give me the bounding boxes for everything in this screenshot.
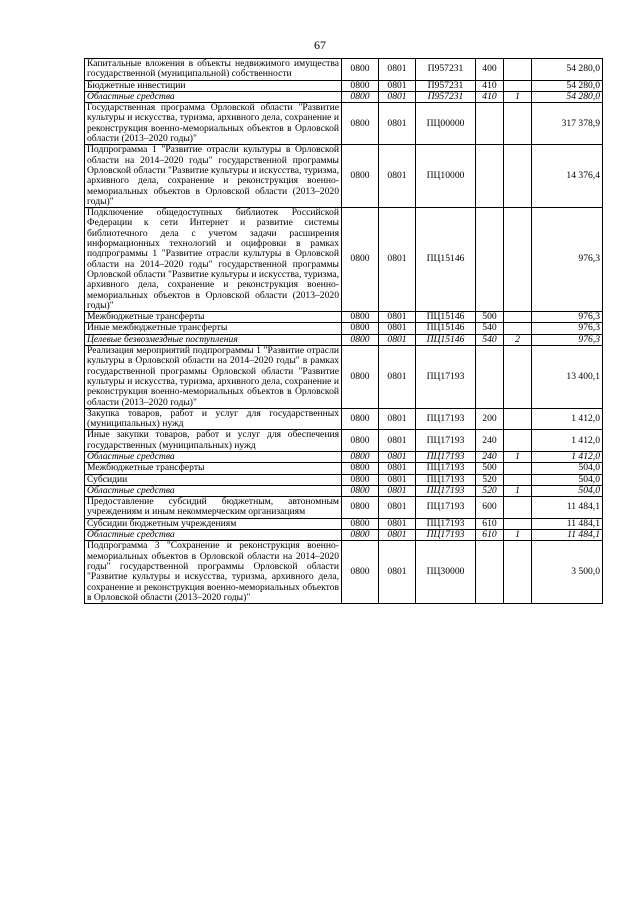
row-subsection-code: 0801 <box>379 59 416 81</box>
row-expense-type-code: 610 <box>476 518 504 529</box>
row-amount: 504,0 <box>532 463 603 474</box>
row-name: Областные средства <box>85 530 342 541</box>
row-amount: 976,3 <box>532 312 603 323</box>
table-row <box>85 91 603 102</box>
row-funding-source-code <box>504 430 532 452</box>
row-name: Субсидии <box>85 474 342 485</box>
row-funding-source-code <box>504 463 532 474</box>
row-target-article-code: П957231 <box>416 91 476 102</box>
row-expense-type-code: 500 <box>476 312 504 323</box>
row-funding-source-code <box>504 474 532 485</box>
row-target-article-code: ПЦ17193 <box>416 451 476 462</box>
row-amount: 1 412,0 <box>532 430 603 452</box>
row-target-article-code: ПЦ00000 <box>416 103 476 145</box>
table-row <box>85 451 603 462</box>
table-row <box>85 541 603 604</box>
row-expense-type-code: 540 <box>476 323 504 334</box>
row-expense-type-code <box>476 145 504 208</box>
row-subsection-code: 0801 <box>379 541 416 604</box>
table-row <box>85 518 603 529</box>
row-name: Субсидии бюджетным учреждениям <box>85 518 342 529</box>
table-row <box>85 59 603 81</box>
row-funding-source-code <box>504 323 532 334</box>
row-subsection-code: 0801 <box>379 80 416 91</box>
row-subsection-code: 0801 <box>379 91 416 102</box>
row-section-code: 0800 <box>342 518 379 529</box>
row-name: Государственная программа Орловской области "Развитие культуры и искусства, туризма, архивного дела, сохранение и реконструкция военно-мемориальных объектов в Орловской области (2013–2020 годы)" <box>85 103 342 145</box>
row-subsection-code: 0801 <box>379 145 416 208</box>
row-subsection-code: 0801 <box>379 103 416 145</box>
row-funding-source-code: 1 <box>504 451 532 462</box>
row-name: Иные межбюджетные трансферты <box>85 323 342 334</box>
row-target-article-code: ПЦ17193 <box>416 408 476 430</box>
row-funding-source-code <box>504 346 532 409</box>
row-target-article-code: ПЦ17193 <box>416 430 476 452</box>
row-target-article-code: ПЦ17193 <box>416 485 476 496</box>
row-funding-source-code <box>504 145 532 208</box>
table-row <box>85 463 603 474</box>
row-section-code: 0800 <box>342 91 379 102</box>
row-amount: 3 500,0 <box>532 541 603 604</box>
row-name: Подключение общедоступных библиотек Российской Федерации к сети Интернет и развитие системы библиотечного дела с учетом задачи расширения информационных технологий и оцифровки в рамках подпрограммы 1 "Развитие отрасли культуры в Орловской области на 2014–2020 годы" государственной программы Орловской области "Развитие культуры и искусства, туризма, архивного дела, сохранение и реконструкция военно-мемориальных объектов в Орловской области (2013–2020 годы)" <box>85 208 342 312</box>
row-section-code: 0800 <box>342 59 379 81</box>
row-target-article-code: ПЦ17193 <box>416 474 476 485</box>
row-expense-type-code: 540 <box>476 334 504 345</box>
row-expense-type-code: 600 <box>476 497 504 519</box>
row-subsection-code: 0801 <box>379 474 416 485</box>
row-name: Межбюджетные трансферты <box>85 312 342 323</box>
row-amount: 13 400,1 <box>532 346 603 409</box>
row-amount: 11 484,1 <box>532 497 603 519</box>
row-name: Подпрограмма 1 "Развитие отрасли культуры в Орловской области на 2014–2020 годы" государственной программы Орловской области "Развитие культуры и искусства, туризма, архивного дела, сохранение и реконструкция военно-мемориальных объектов в Орловской области (2013–2020 годы)" <box>85 145 342 208</box>
row-section-code: 0800 <box>342 408 379 430</box>
row-amount: 976,3 <box>532 334 603 345</box>
row-subsection-code: 0801 <box>379 346 416 409</box>
row-funding-source-code: 1 <box>504 485 532 496</box>
row-name: Областные средства <box>85 91 342 102</box>
row-amount: 1 412,0 <box>532 451 603 462</box>
row-section-code: 0800 <box>342 80 379 91</box>
row-expense-type-code: 520 <box>476 485 504 496</box>
row-expense-type-code: 240 <box>476 451 504 462</box>
row-expense-type-code: 240 <box>476 430 504 452</box>
row-name: Подпрограмма 3 "Сохранение и реконструкция военно-мемориальных объектов в Орловской области на 2014–2020 годы" государственной программы Орловской области "Развитие культуры и искусства, туризма, архивного дела, сохранение и реконструкция военно-мемориальных объектов в Орловской области (2013–2020 годы)" <box>85 541 342 604</box>
row-amount: 54 280,0 <box>532 80 603 91</box>
row-funding-source-code <box>504 518 532 529</box>
row-amount: 504,0 <box>532 485 603 496</box>
row-expense-type-code <box>476 346 504 409</box>
table-row <box>85 408 603 430</box>
row-funding-source-code: 2 <box>504 334 532 345</box>
row-section-code: 0800 <box>342 323 379 334</box>
row-subsection-code: 0801 <box>379 530 416 541</box>
row-section-code: 0800 <box>342 463 379 474</box>
row-target-article-code: ПЦ15146 <box>416 312 476 323</box>
row-target-article-code: ПЦ17193 <box>416 463 476 474</box>
table-row <box>85 208 603 312</box>
row-section-code: 0800 <box>342 208 379 312</box>
row-expense-type-code: 410 <box>476 80 504 91</box>
row-target-article-code: ПЦ17193 <box>416 518 476 529</box>
row-amount: 976,3 <box>532 208 603 312</box>
page-number: 67 <box>314 38 326 52</box>
row-subsection-code: 0801 <box>379 334 416 345</box>
row-subsection-code: 0801 <box>379 208 416 312</box>
row-subsection-code: 0801 <box>379 323 416 334</box>
row-subsection-code: 0801 <box>379 430 416 452</box>
row-subsection-code: 0801 <box>379 497 416 519</box>
row-funding-source-code <box>504 103 532 145</box>
row-name: Капитальные вложения в объекты недвижимого имущества государственной (муниципальной) собственности <box>85 59 342 81</box>
row-subsection-code: 0801 <box>379 518 416 529</box>
row-funding-source-code: 1 <box>504 91 532 102</box>
row-expense-type-code: 410 <box>476 91 504 102</box>
row-expense-type-code: 610 <box>476 530 504 541</box>
row-name: Целевые безвозмездные поступления <box>85 334 342 345</box>
row-name: Межбюджетные трансферты <box>85 463 342 474</box>
row-section-code: 0800 <box>342 541 379 604</box>
table-row <box>85 103 603 145</box>
row-funding-source-code <box>504 497 532 519</box>
row-section-code: 0800 <box>342 334 379 345</box>
row-funding-source-code <box>504 541 532 604</box>
row-target-article-code: ПЦ10000 <box>416 145 476 208</box>
row-expense-type-code: 200 <box>476 408 504 430</box>
row-section-code: 0800 <box>342 103 379 145</box>
row-section-code: 0800 <box>342 312 379 323</box>
table-row <box>85 334 603 345</box>
table-row <box>85 430 603 452</box>
row-target-article-code: ПЦ15146 <box>416 208 476 312</box>
row-section-code: 0800 <box>342 530 379 541</box>
row-expense-type-code: 400 <box>476 59 504 81</box>
row-expense-type-code: 500 <box>476 463 504 474</box>
table-row <box>85 312 603 323</box>
row-expense-type-code <box>476 208 504 312</box>
row-name: Областные средства <box>85 485 342 496</box>
row-section-code: 0800 <box>342 474 379 485</box>
row-amount: 317 378,9 <box>532 103 603 145</box>
row-target-article-code: П957231 <box>416 59 476 81</box>
row-subsection-code: 0801 <box>379 451 416 462</box>
row-target-article-code: ПЦ30000 <box>416 541 476 604</box>
row-subsection-code: 0801 <box>379 408 416 430</box>
row-funding-source-code: 1 <box>504 530 532 541</box>
row-subsection-code: 0801 <box>379 485 416 496</box>
row-amount: 54 280,0 <box>532 91 603 102</box>
row-amount: 54 280,0 <box>532 59 603 81</box>
table-row <box>85 323 603 334</box>
table-row <box>85 145 603 208</box>
row-amount: 1 412,0 <box>532 408 603 430</box>
row-target-article-code: ПЦ15146 <box>416 323 476 334</box>
table-row <box>85 474 603 485</box>
row-subsection-code: 0801 <box>379 463 416 474</box>
row-target-article-code: ПЦ17193 <box>416 530 476 541</box>
row-name: Реализация мероприятий подпрограммы 1 "Развитие отрасли культуры в Орловской области на 2014–2020 годы" в рамках государственной программы Орловской области "Развитие культуры и искусства, туризма, архивного дела, сохранение и реконструкция военно-мемориальных объектов в Орловской области (2013–2020 годы)" <box>85 346 342 409</box>
row-expense-type-code <box>476 541 504 604</box>
row-name: Предоставление субсидий бюджетным, автономным учреждениям и иным некоммерческим организациям <box>85 497 342 519</box>
row-target-article-code: ПЦ17193 <box>416 346 476 409</box>
row-amount: 504,0 <box>532 474 603 485</box>
row-funding-source-code <box>504 208 532 312</box>
row-target-article-code: ПЦ17193 <box>416 497 476 519</box>
row-name: Иные закупки товаров, работ и услуг для обеспечения государственных (муниципальных) нужд <box>85 430 342 452</box>
row-amount: 11 484,1 <box>532 530 603 541</box>
budget-table-body <box>85 59 603 604</box>
row-expense-type-code: 520 <box>476 474 504 485</box>
row-name: Областные средства <box>85 451 342 462</box>
row-name: Бюджетные инвестиции <box>85 80 342 91</box>
row-funding-source-code <box>504 80 532 91</box>
row-section-code: 0800 <box>342 451 379 462</box>
table-row <box>85 346 603 409</box>
row-funding-source-code <box>504 312 532 323</box>
row-target-article-code: П957231 <box>416 80 476 91</box>
row-section-code: 0800 <box>342 430 379 452</box>
row-target-article-code: ПЦ15146 <box>416 334 476 345</box>
row-funding-source-code <box>504 408 532 430</box>
budget-table <box>84 58 603 604</box>
row-section-code: 0800 <box>342 485 379 496</box>
row-expense-type-code <box>476 103 504 145</box>
row-section-code: 0800 <box>342 497 379 519</box>
row-funding-source-code <box>504 59 532 81</box>
row-section-code: 0800 <box>342 145 379 208</box>
row-amount: 14 376,4 <box>532 145 603 208</box>
table-row <box>85 80 603 91</box>
table-row <box>85 485 603 496</box>
row-subsection-code: 0801 <box>379 312 416 323</box>
row-section-code: 0800 <box>342 346 379 409</box>
table-row <box>85 530 603 541</box>
row-amount: 11 484,1 <box>532 518 603 529</box>
table-row <box>85 497 603 519</box>
row-name: Закупка товаров, работ и услуг для государственных (муниципальных) нужд <box>85 408 342 430</box>
row-amount: 976,3 <box>532 323 603 334</box>
